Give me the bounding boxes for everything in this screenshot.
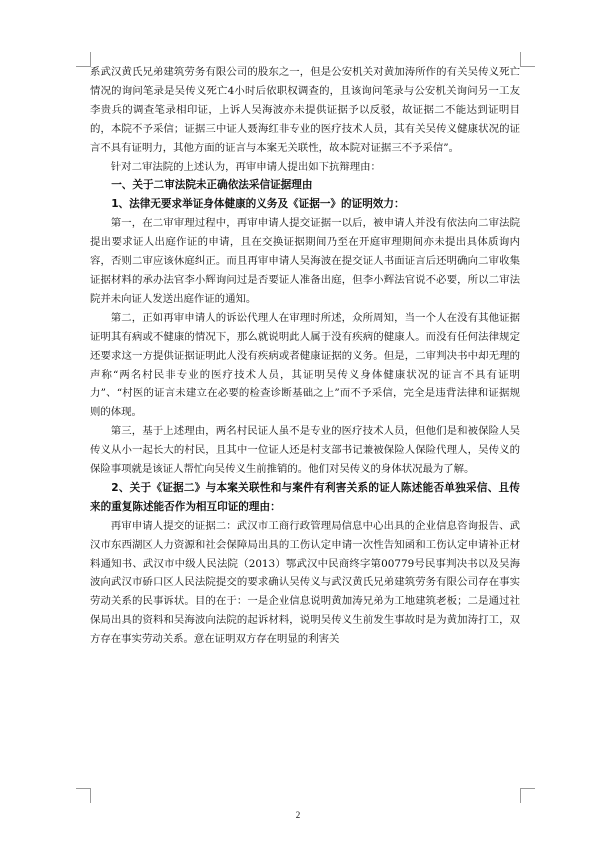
crop-mark-bottom-right	[520, 788, 535, 803]
paragraph-second-point: 第二，正如再审申请人的诉讼代理人在审理时所述，众所周知，当一个人在没有其他证据证明其有病或不健康的情况下，那么就说明此人属于没有疾病的健康人。而没有任何法律规定还要求这一方提供证据证明此人没有疾病或者健康证据的义务。但是，二审判决书中却无理的声称“两名村民非专业的医疗技术人员，其证明吴传义身体健康状况的证言不具有证明力”、“村医的证言未建立在必要的检查诊断基础之上”而不予采信，完全是违背法律和证据规则的体现。	[90, 311, 520, 419]
crop-mark-top-left	[76, 52, 91, 67]
paragraph-continuation: 系武汉黄氏兄弟建筑劳务有限公司的股东之一，但是公安机关对黄加涛所作的有关吴传义死亡情况的询问笔录是吴传义死亡4小时后依职权调查的，且该询问笔录与公安机关询问另一工友李贵兵的调查笔录相印证，上诉人吴海波亦未提供证据予以反驳，故证据二不能达到证明目的，本院不予采信；证据三中证人聂海红非专业的医疗技术人员，其有关吴传义健康状况的证言不具有证明力，其他方面的证言与本案无关联性，故本院对证据三不予采信”。	[90, 66, 520, 154]
paragraph-first-point: 第一，在二审审理过程中，再审申请人提交证据一以后，被申请人并没有依法向二审法院提出要求证人出庭作证的申请，且在交换证据期间乃至在开庭审理期间亦未提出具体质询内容，否则二审应该休庭纠正。而且再审申请人吴海波在提交证人书面证言后还明确向二审收集证据材料的承办法官李小辉询问过是否要证人准备出庭，但李小辉法官说不必要，所以二审法院并未向证人发送出庭作证的通知。	[90, 217, 520, 305]
subsection-heading-1: 1、法律无要求举证身体健康的义务及《证据一》的证明效力：	[111, 198, 405, 211]
crop-mark-top-right	[520, 52, 535, 67]
document-body	[90, 63, 520, 649]
section-heading-1: 一、关于二审法院未正确依法采信证据理由	[111, 179, 313, 192]
subsection-heading-2: 2、关于《证据二》与本案关联性和与案件有利害关系的证人陈述能否单独采信、且传来的重复陈述能否作为相互印证的理由：	[90, 481, 520, 513]
paragraph-third-point: 第三，基于上述理由，两名村民证人虽不是专业的医疗技术人员，但他们是和被保险人吴传义从小一起长大的村民，且其中一位证人还是村支部书记兼被保险人保险代理人，吴传义的保险事项就是该证人帮忙向吴传义生前推销的。他们对吴传义的身体状况最为了解。	[90, 425, 520, 476]
page-number: 2	[295, 810, 301, 820]
crop-mark-bottom-left	[76, 788, 91, 803]
paragraph-evidence-two: 再审申请人提交的证据二：武汉市工商行政管理局信息中心出具的企业信息咨询报告、武汉市东西湖区人力资源和社会保障局出具的工伤认定申请一次性告知函和工伤认定申请补正材料通知书、武汉市中级人民法院（2013）鄂武汉中民商终字第00779号民事判决书以及吴海波向武汉市硚口区人民法院提交的要求确认吴传义与武汉黄氏兄弟建筑劳务有限公司存在事实劳动关系的民事诉状。目的在于：一是企业信息说明黄加涛兄弟为工地建筑老板；二是通过社保局出具的资料和吴海波向法院的起诉材料，说明吴传义生前发生事故时是为黄加涛打工，双方存在事实劳动关系。意在证明双方存在明显的利害关	[90, 519, 520, 646]
paragraph-intro: 针对二审法院的上述认为，再审申请人提出如下抗辩理由：	[110, 160, 381, 173]
